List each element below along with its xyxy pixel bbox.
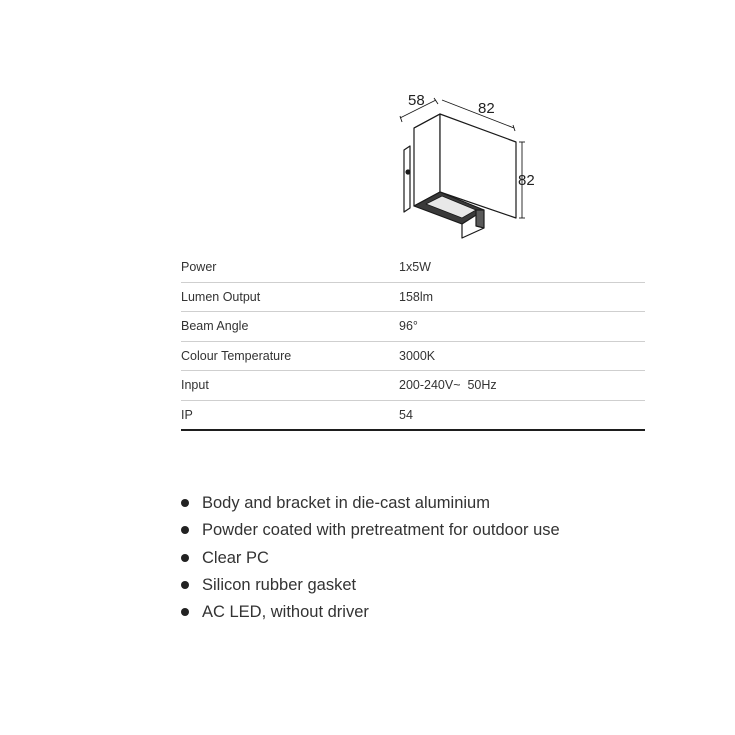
table-row <box>181 371 645 401</box>
list-item <box>180 545 560 572</box>
spec-value: 3000K <box>399 341 645 371</box>
feature-list <box>180 490 560 626</box>
spec-label: IP <box>181 400 399 430</box>
feature-text: Clear PC <box>202 548 269 567</box>
bullet-icon <box>181 526 189 534</box>
spec-label: Colour Temperature <box>181 341 399 371</box>
bullet-icon <box>181 581 189 589</box>
table-row <box>181 253 645 282</box>
feature-text: Body and bracket in die-cast aluminium <box>202 494 490 512</box>
list-item <box>180 599 560 626</box>
table-row <box>181 341 645 371</box>
spec-value: 54 <box>399 400 645 430</box>
spec-label: Lumen Output <box>181 282 399 312</box>
bullet-icon <box>181 554 189 562</box>
spec-label: Input <box>181 371 399 401</box>
spec-value: 1x5W <box>399 253 645 282</box>
table-row <box>181 282 645 312</box>
width-dimension-label: 82 <box>478 100 495 117</box>
height-dimension-label: 82 <box>518 172 535 189</box>
table-row <box>181 400 645 430</box>
wall-light-diagram <box>390 88 550 248</box>
table-row <box>181 312 645 342</box>
list-item <box>180 572 560 599</box>
specifications-table <box>181 253 645 431</box>
list-item <box>180 517 560 544</box>
feature-text: Silicon rubber gasket <box>202 575 357 594</box>
spec-label: Power <box>181 253 399 282</box>
bullet-icon <box>181 499 189 507</box>
spec-value: 158lm <box>399 282 645 312</box>
spec-value: 96° <box>399 312 645 342</box>
depth-dimension-label: 58 <box>408 92 425 109</box>
spec-label: Beam Angle <box>181 312 399 342</box>
bullet-icon <box>181 608 189 616</box>
feature-text: Powder coated with pretreatment for outdoor use <box>202 521 560 540</box>
feature-text: AC LED, without driver <box>202 603 369 622</box>
product-dimension-drawing <box>390 88 550 248</box>
spec-value: 200-240V~ 50Hz <box>399 371 645 401</box>
list-item <box>180 490 560 517</box>
